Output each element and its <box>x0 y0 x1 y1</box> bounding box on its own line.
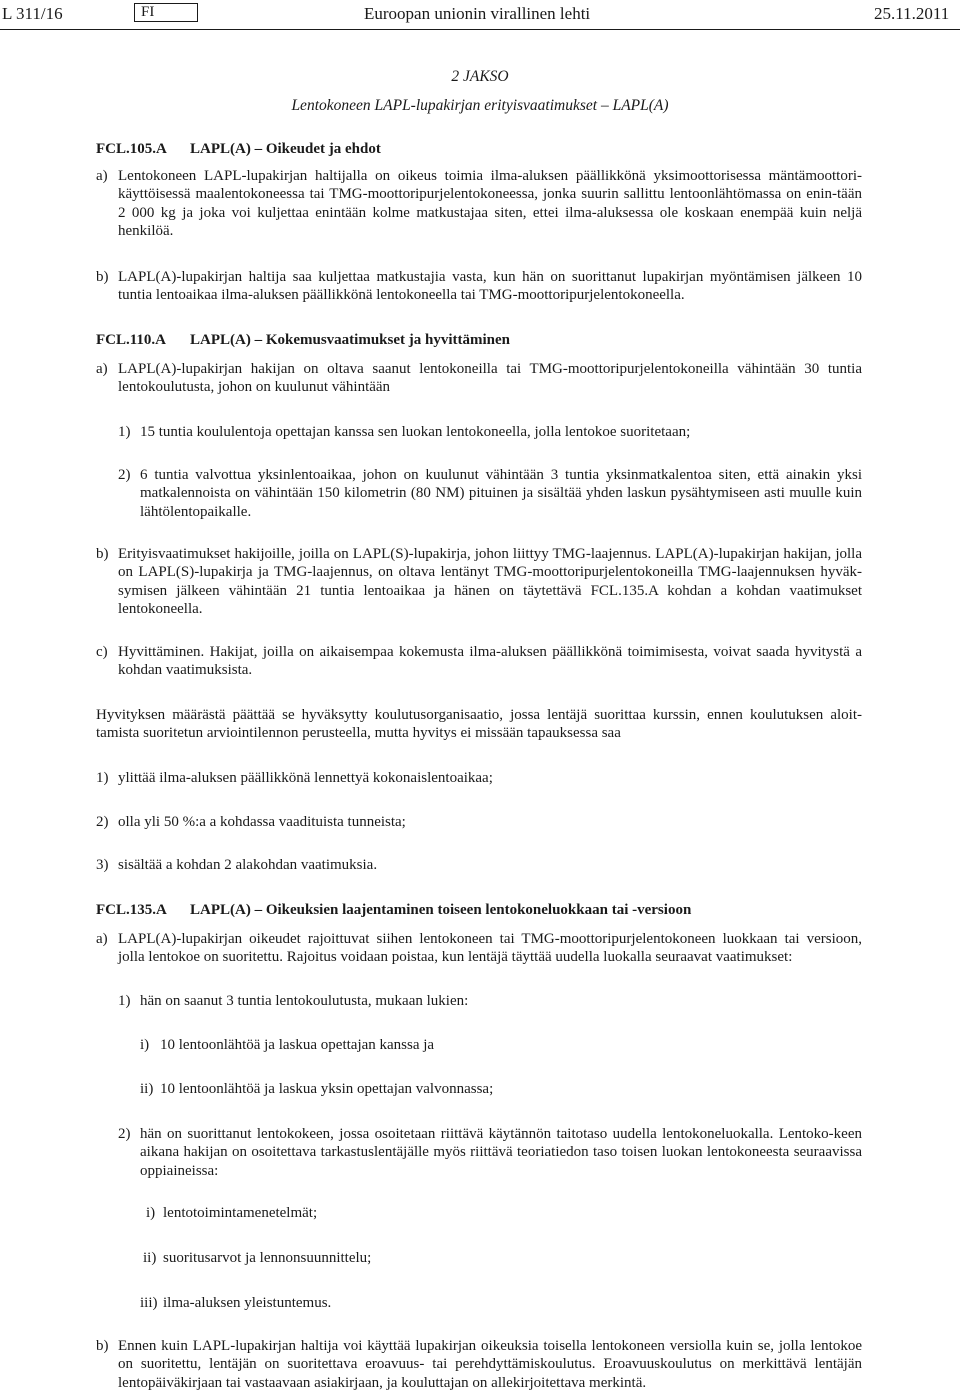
item-label: ii) <box>140 1081 154 1097</box>
paragraph: 10 lentoonlähtöä ja laskua yksin opettajan valvonnassa; <box>160 1081 494 1097</box>
paragraph: Lentokoneen LAPL-lupakirjan haltijalla on oikeus toimia ilma-aluksen päällikkönä yksimoottorisessa mäntämoottori-käyttöisessä maalentokoneessa tai TMG-moottoripurjelentokoneessa, jonka suurin sallittu lentoonlähtömassa on enin-tään 2 000 kg ja joka voi kuljettaa enintään kolme matkustajaa siten, ettei ilma-aluksessa ole koskaan enempää kuin neljä henkilöä. <box>118 168 862 240</box>
journal-title: Euroopan unionin virallinen lehti <box>364 4 591 23</box>
item-label: b) <box>96 1338 109 1354</box>
article-code: FCL.135.A <box>96 902 167 918</box>
item-label: c) <box>96 644 108 660</box>
paragraph: sisältää a kohdan 2 alakohdan vaatimuksia. <box>118 857 378 873</box>
item-label: iii) <box>140 1295 158 1311</box>
paragraph: hän on suorittanut lentokokeen, jossa osoitetaan riittävä käytännön taitotaso uudella lentokoneluokalla. Lentoko-keen aikana hakijan on osoitettava tarkastuslentäjälle myös riittävä teoriatiedon taso toisen luokan lentokoneesta seuraavissa oppiaineissa: <box>140 1126 862 1179</box>
paragraph: ilma-aluksen yleistuntemus. <box>163 1295 332 1311</box>
paragraph: 15 tuntia koululentoja opettajan kanssa sen luokan lentokoneella, jolla lentokoe suoritetaan; <box>140 424 691 440</box>
paragraph: Hyvittäminen. Hakijat, joilla on aikaisempaa kokemusta ilma-aluksen päällikkönä toimimisesta, voivat saada hyvitystä a kohdan vaatimuksista. <box>118 644 862 679</box>
paragraph: 6 tuntia valvottua yksinlentoaikaa, johon on kuulunut vähintään 3 tuntia yksinmatkalentoa siten, että ainakin yksi matkalennoista on vähintään 150 kilometrin (80 NM) pituinen ja sisältää yhden laskun pysähtymiseen asti muulle kuin lähtölentopaikalle. <box>140 467 862 520</box>
article-code: FCL.105.A <box>96 141 167 157</box>
item-label: 2) <box>118 467 131 483</box>
section-title: Lentokoneen LAPL-lupakirjan erityisvaatimukset – LAPL(A) <box>291 97 669 114</box>
item-label: 1) <box>118 424 131 440</box>
item-label: 1) <box>96 770 109 786</box>
section-number: 2 JAKSO <box>451 68 509 85</box>
item-label: i) <box>146 1205 156 1221</box>
paragraph: Hyvityksen määrästä päättää se hyväksytty koulutusorganisaatio, jossa lentäjä suorittaa kurssin, ennen koulutuksen aloit-tamista suoritetun arviointilennon perusteella, mutta hyvitys ei missään tapauksessa saa <box>96 707 862 742</box>
article-title: LAPL(A) – Kokemusvaatimukset ja hyvittäminen <box>190 332 511 348</box>
article-title: LAPL(A) – Oikeuksien laajentaminen toiseen lentokoneluokkaan tai -versioon <box>190 902 692 918</box>
item-label: ii) <box>143 1250 157 1266</box>
page-series: L 311/16 <box>2 4 63 23</box>
item-label: 2) <box>96 814 109 830</box>
publication-date: 25.11.2011 <box>874 4 950 23</box>
paragraph: hän on saanut 3 tuntia lentokoulutusta, mukaan lukien: <box>140 993 469 1009</box>
language-code: FI <box>141 4 155 20</box>
item-label: 1) <box>118 993 131 1009</box>
paragraph: LAPL(A)-lupakirjan hakijan on oltava saanut lentokoneilla tai TMG-moottoripurjelentokoneilla vähintään 30 tuntia lentokoulutusta, johon on kuulunut vähintään <box>118 361 862 396</box>
paragraph: ylittää ilma-aluksen päällikkönä lennettyä kokonaislentoaikaa; <box>118 770 493 786</box>
paragraph: Erityisvaatimukset hakijoille, joilla on LAPL(S)-lupakirja, johon liittyy TMG-laajennus. LAPL(A)-lupakirjan hakijan, jolla on LAPL(S)-lupakirja ja TMG-laajennus, on oltava lentänyt TMG-moottoripurjelentokoneilla TMG-laajennuksen hyväk-symisen jälkeen vähintään 21 tuntia lentoaikaa ja hänen on täytettävä FCL.135.A kohdan a kohdan vaatimukset lentokoneella. <box>118 546 862 618</box>
paragraph: lentotoimintamenetelmät; <box>163 1205 318 1221</box>
article-code: FCL.110.A <box>96 332 167 348</box>
item-label: b) <box>96 546 109 562</box>
item-label: a) <box>96 168 108 184</box>
item-label: 3) <box>96 857 109 873</box>
paragraph: LAPL(A)-lupakirjan haltija saa kuljettaa matkustajia vasta, kun hän on suorittanut lupakirjan myöntämisen jälkeen 10 tuntia lentoaikaa ilma-aluksen päällikkönä lentokoneella tai TMG-moottoripurjelentokoneella. <box>118 269 862 304</box>
paragraph: suoritusarvot ja lennonsuunnittelu; <box>163 1250 372 1266</box>
paragraph: Ennen kuin LAPL-lupakirjan haltija voi käyttää lupakirjan oikeuksia toisella lentokoneen versiolla kuin se, jolla lentokoe on suoritettu, lentäjän on suoritettava eroavuus- tai perehdyttämiskoulutus. Eroavuuskoulutus on merkittävä lentäjän lentopäiväkirjaan tai vastaavaan asiakirjaan, ja kouluttajan on allekirjoitettava merkintä. <box>118 1338 862 1391</box>
item-label: a) <box>96 931 108 947</box>
item-label: i) <box>140 1037 150 1053</box>
item-label: a) <box>96 361 108 377</box>
paragraph: LAPL(A)-lupakirjan oikeudet rajoittuvat siihen lentokoneen tai TMG-moottoripurjelentokoneen luokkaan tai versioon, jolla lentokoe on suoritettu. Rajoitus voidaan poistaa, kun lentäjä täyttää uudella luokalla seuraavat vaatimukset: <box>118 931 862 966</box>
item-label: b) <box>96 269 109 285</box>
item-label: 2) <box>118 1126 131 1142</box>
article-title: LAPL(A) – Oikeudet ja ehdot <box>190 141 381 157</box>
paragraph: 10 lentoonlähtöä ja laskua opettajan kanssa ja <box>160 1037 435 1053</box>
paragraph: olla yli 50 %:a a kohdassa vaadituista tunneista; <box>118 814 406 830</box>
